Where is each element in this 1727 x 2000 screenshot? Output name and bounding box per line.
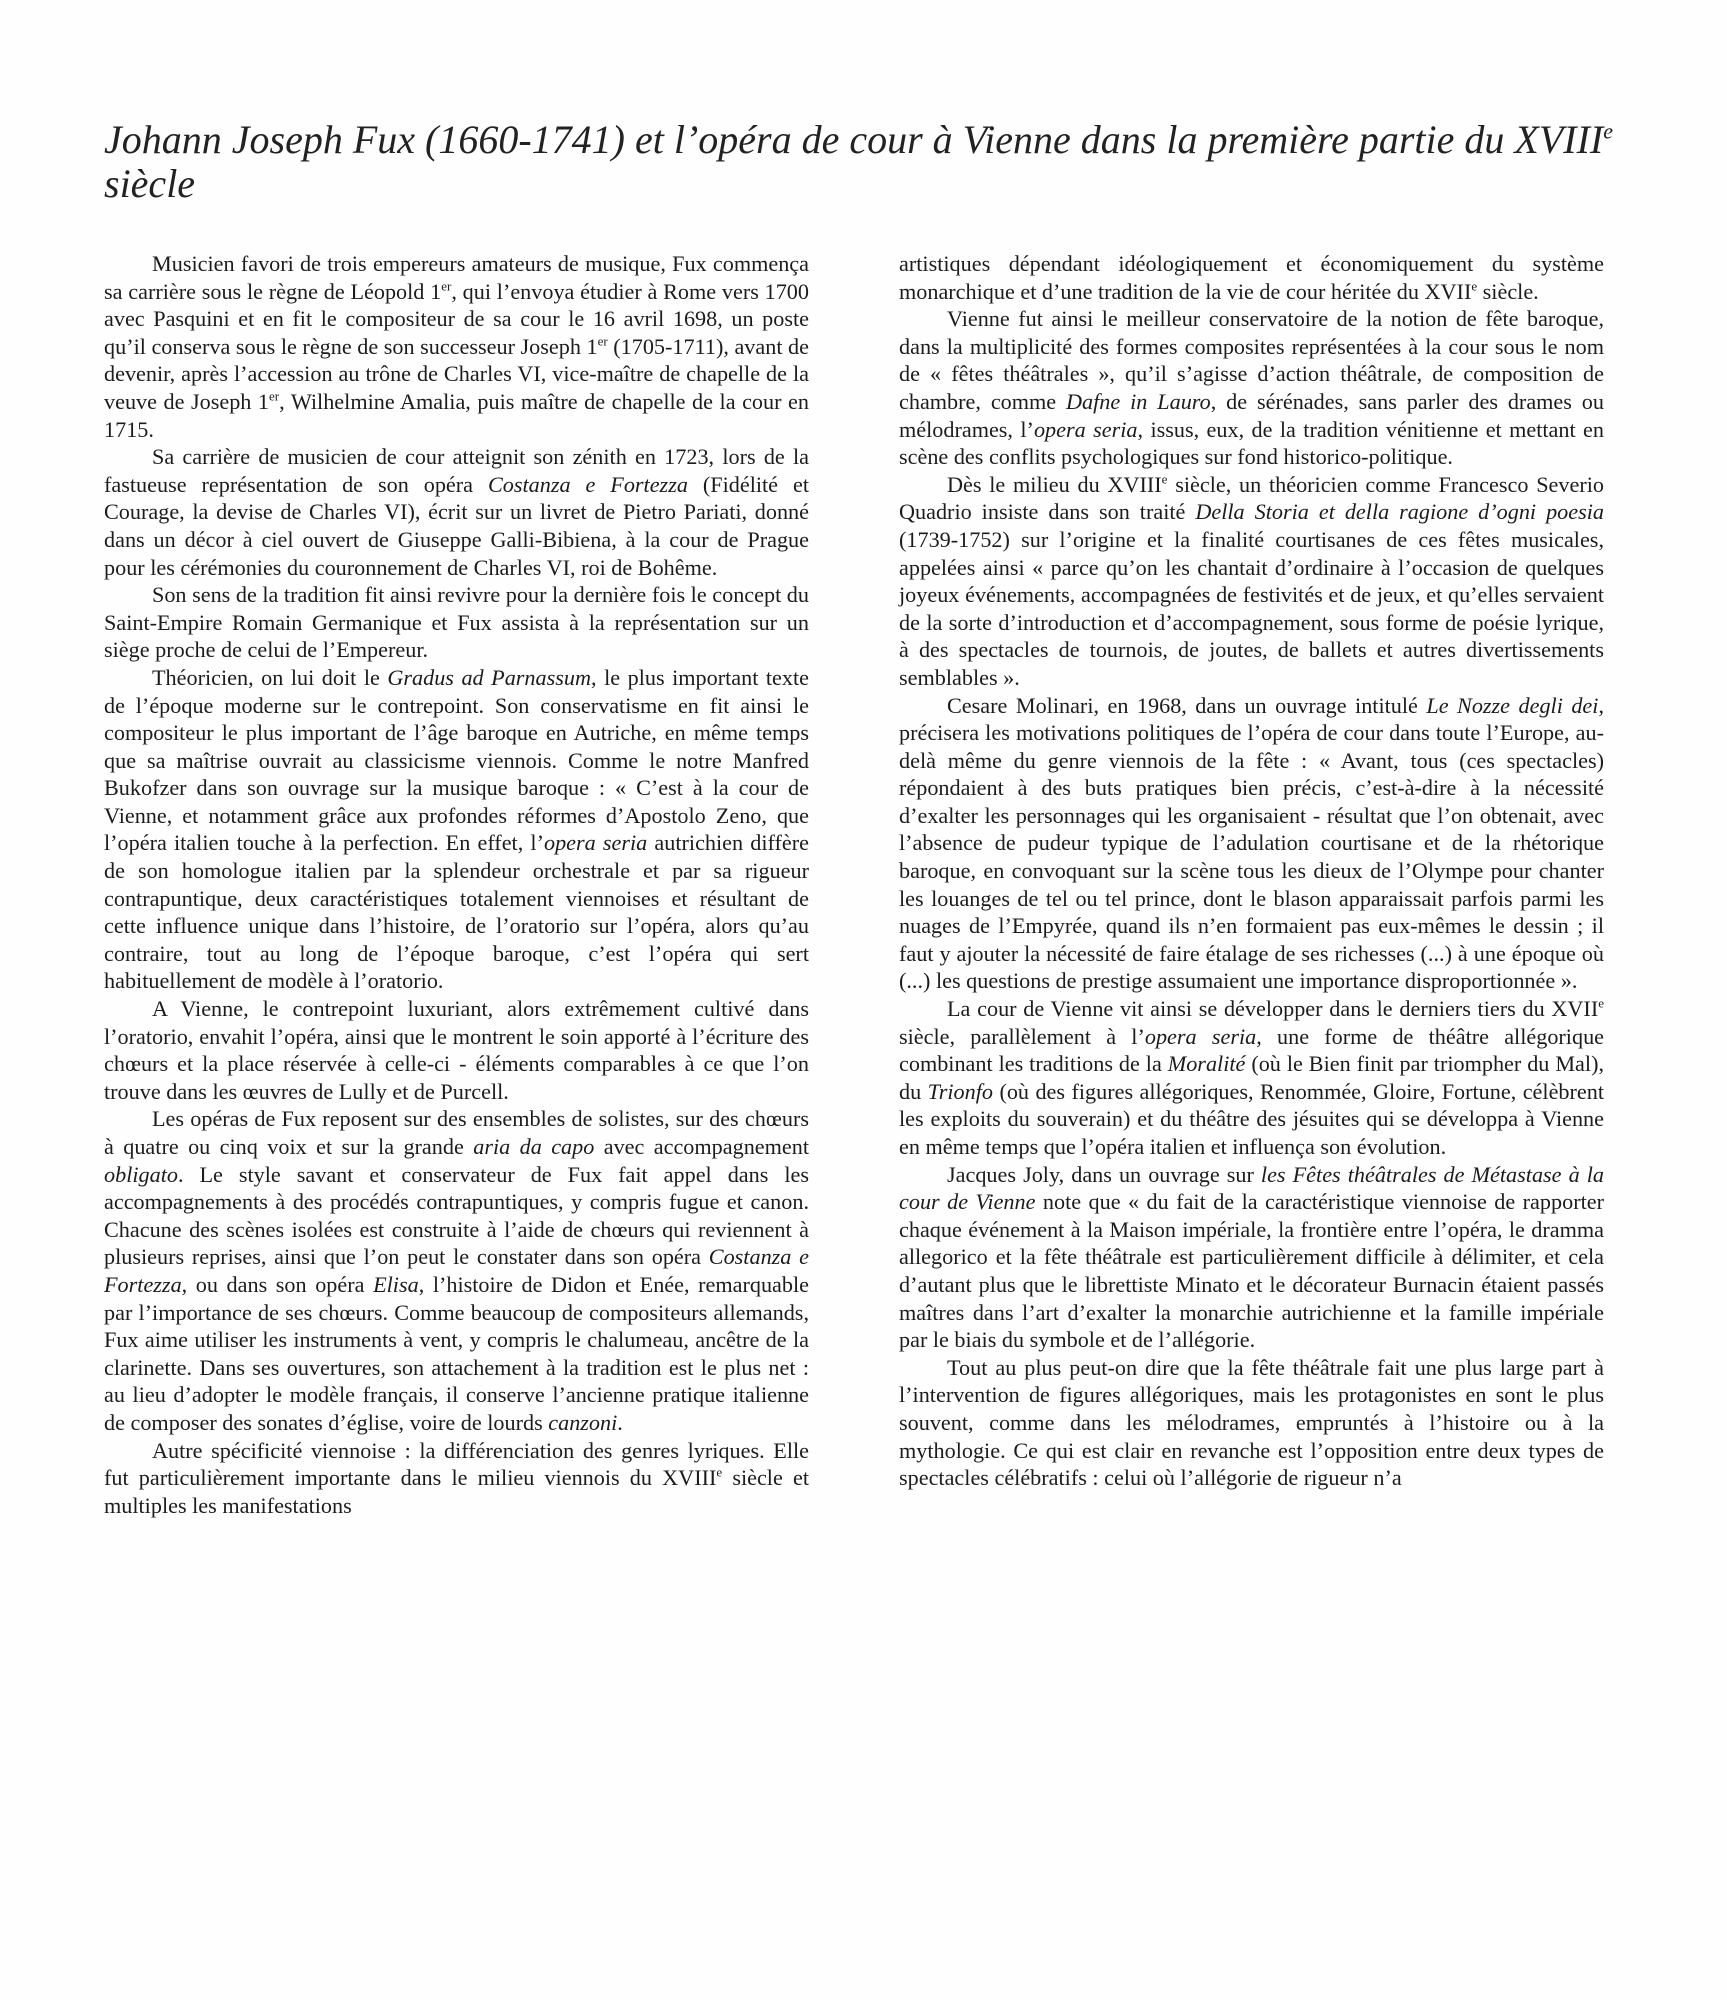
right-column xyxy=(899,250,1604,1492)
paragraph: Les opéras de Fux reposent sur des ensembles de solistes, sur des chœurs à quatre ou cinq voix et sur la grande aria da capo avec accompagnement obligato. Le style savant et conservateur de Fux fait appel dans les accompagnements à des procédés contrapuntiques, y compris fugue et canon. Chacune des scènes isolées est construite à l’aide de chœurs qui reviennent à plusieurs reprises, ainsi que l’on peut le constater dans son opéra Costanza e Fortezza, ou dans son opéra Elisa, l’histoire de Didon et Enée, remarquable par l’importance de ses chœurs. Comme beaucoup de compositeurs allemands, Fux aime utiliser les instruments à vent, y compris le chalumeau, ancêtre de la clarinette. Dans ses ouvertures, son attachement à la tradition est le plus net : au lieu d’adopter le modèle français, il conserve l’ancienne pratique italienne de composer des sonates d’église, voire de lourds canzoni. xyxy=(104,1106,810,1435)
paragraph: Tout au plus peut-on dire que la fête théâtrale fait une plus large part à l’intervention de figures allégoriques, mais les protagonistes en sont le plus souvent, comme dans les mélodrames, empruntés à l’histoire ou à la mythologie. Ce qui est clair en revanche est l’opposition entre deux types de spectacles célébratifs : celui où l’allégorie de rigueur n’a xyxy=(899,1354,1604,1491)
paragraph: Jacques Joly, dans un ouvrage sur les Fêtes théâtrales de Métastase à la cour de Vienne note que « du fait de la caractéristique viennoise de rapporter chaque événement à la Maison impériale, la frontière entre l’opéra, le dramma allegorico et la fête théâtrale est particulièrement difficile à délimiter, et cela d’autant plus que le librettiste Minato et le décorateur Burnacin étaient passés maîtres dans l’art d’exalter la monarchie autrichienne et la famille impériale par le biais du symbole et de l’allégorie. xyxy=(899,1161,1604,1353)
paragraph: Son sens de la tradition fit ainsi revivre pour la dernière fois le concept du Saint-Empire Romain Germanique et Fux assista à la représentation sur un siège proche de celui de l’Empereur. xyxy=(104,582,809,663)
paragraph: Musicien favori de trois empereurs amateurs de musique, Fux commença sa carrière sous le règne de Léopold 1er, qui l’envoya étudier à Rome vers 1700 avec Pasquini et en fit le compositeur de sa cour le 16 avril 1698, un poste qu’il conserva sous le règne de son successeur Joseph 1er (1705-1711), avant de devenir, après l’accession au trône de Charles VI, vice-maître de chapelle de la veuve de Joseph 1er, Wilhelmine Amalia, puis maître de chapelle de la cour en 1715. xyxy=(104,251,809,442)
paragraph-continued: artistiques dépendant idéologiquement et économiquement du système monarchique et d’une tradition de la vie de cour héritée du XVIIe siècle. xyxy=(899,251,1604,304)
paragraph: Théoricien, on lui doit le Gradus ad Parnassum, le plus important texte de l’époque moderne sur le contrepoint. Son conservatisme en fit ainsi le compositeur le plus important de l’âge baroque en Autriche, en même temps que sa maîtrise ouvrait au classicisme viennois. Comme le notre Manfred Bukofzer dans son ouvrage sur la musique baroque : « C’est à la cour de Vienne, et notamment grâce aux profondes réformes d’Apostolo Zeno, que l’opéra italien touche à la perfection. En effet, l’opera seria autrichien diffère de son homologue italien par la splendeur orchestrale et par sa rigueur contrapuntique, deux caractéristiques totalement viennoises et résultant de cette influence unique dans l’histoire, de l’oratorio sur l’opéra, alors qu’au contraire, tout au long de l’époque baroque, c’est l’opéra qui sert habituellement de modèle à l’oratorio. xyxy=(104,664,810,994)
left-column xyxy=(104,250,809,1519)
paragraph: La cour de Vienne vit ainsi se développer dans le derniers tiers du XVIIe siècle, parallèlement à l’opera seria, une forme de théâtre allégorique combinant les traditions de la Moralité (où le Bien finit par triompher du Mal), du Trionfo (où des figures allégoriques, Renommée, Gloire, Fortune, célèbrent les exploits du souverain) et du théâtre des jésuites qui se développa à Vienne en même temps que l’opéra italien et influença son évolution. xyxy=(899,995,1605,1159)
paragraph: Cesare Molinari, en 1968, dans un ouvrage intitulé Le Nozze degli dei, précisera les motivations politiques de l’opéra de cour dans toute l’Europe, au-delà même du genre viennois de la fête : « Avant, tous (ces spectacles) répondaient à des buts pratiques bien précis, c’est-à-dire à la nécessité d’exalter les personnages qui les organisaient - résultat que l’on obtenait, avec l’absence de pudeur typique de l’adulation courtisane et de la rhétorique baroque, en convoquant sur la scène tous les dieux de l’Olympe pour chanter les louanges de tel ou tel prince, dont le blason apparaissait parfois parmi les nuages de l’Empyrée, quand ils n’en formaient pas eux-mêmes le dessin ; il faut y ajouter la nécessité de faire étalage de ses richesses (...) à une époque où (...) les questions de prestige assumaient une importance disproportionnée ». xyxy=(899,692,1604,994)
page-title: Johann Joseph Fux (1660-1741) et l’opéra de cour à Vienne dans la première partie du XVIIIe siècle xyxy=(104,117,1614,206)
paragraph: Vienne fut ainsi le meilleur conservatoire de la notion de fête baroque, dans la multiplicité des formes composites représentées à la cour sous le nom de « fêtes théâtrales », qu’il s’agisse d’action théâtrale, de composition de chambre, comme Dafne in Lauro, de sérénades, sans parler des drames ou mélodrames, l’opera seria, issus, eux, de la tradition vénitienne et mettant en scène des conflits psychologiques sur fond historico-politique. xyxy=(899,306,1605,470)
paragraph: A Vienne, le contrepoint luxuriant, alors extrêmement cultivé dans l’oratorio, envahit l’opéra, ainsi que le montrent le soin apporté à l’écriture des chœurs et la place réservée à celle-ci - éléments comparables à ce que l’on trouve dans les œuvres de Lully et de Purcell. xyxy=(104,996,809,1104)
paragraph: Sa carrière de musicien de cour atteignit son zénith en 1723, lors de la fastueuse représentation de son opéra Costanza e Fortezza (Fidélité et Courage, la devise de Charles VI), écrit sur un livret de Pietro Pariati, donné dans un décor à ciel ouvert de Giuseppe Galli-Bibiena, à la cour de Prague pour les cérémonies du couronnement de Charles VI, roi de Bohême. xyxy=(104,444,809,580)
paragraph: Dès le milieu du XVIIIe siècle, un théoricien comme Francesco Severio Quadrio insiste dans son traité Della Storia et della ragione d’ogni poesia (1739-1752) sur l’origine et la finalité courtisanes de ces fêtes musicales, appelées ainsi « parce qu’on les chantait d’ordinaire à l’occasion de quelques joyeux événements, accompagnées de festivités et de jeux, et qu’elles servaient de la sorte d’introduction et d’accompagnement, sous forme de poésie lyrique, à des spectacles de tournois, de joutes, de ballets et autres divertissements semblables ». xyxy=(899,471,1604,690)
paragraph: Autre spécificité viennoise : la différenciation des genres lyriques. Elle fut particulièrement importante dans le milieu viennois du XVIIIe siècle et multiples les manifestations xyxy=(104,1437,809,1518)
